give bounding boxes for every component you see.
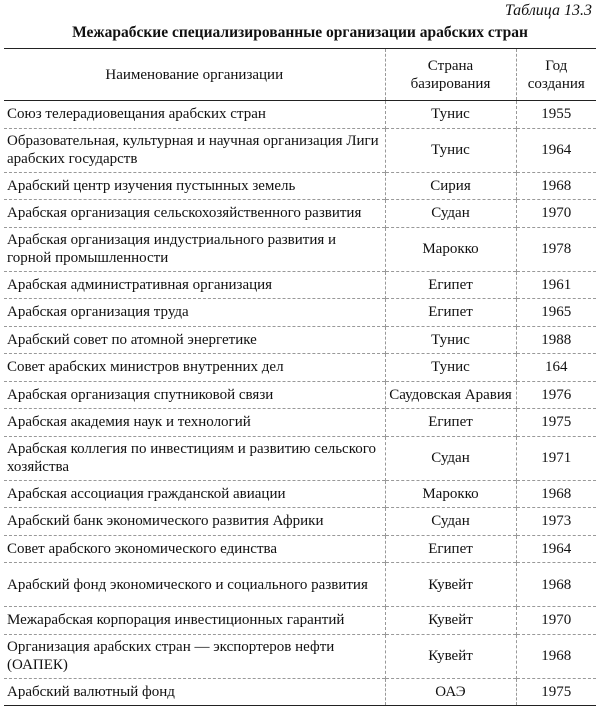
organization-name-cell: Арабская академия наук и технологий: [4, 409, 385, 437]
country-cell: Саудовская Аравия: [385, 381, 516, 409]
organization-name-cell: Арабская административная организация: [4, 271, 385, 299]
table-row: [4, 101, 596, 129]
organization-name-cell: Образовательная, культурная и научная организация Лиги арабских государств: [4, 128, 385, 172]
organization-name-cell: Арабский совет по атомной энергетике: [4, 326, 385, 354]
country-cell: Египет: [385, 299, 516, 327]
table-row: [4, 381, 596, 409]
organization-name-cell: Союз телерадиовещания арабских стран: [4, 101, 385, 129]
year-cell: 1970: [516, 607, 596, 635]
column-header-country: Страна базирования: [385, 49, 516, 101]
year-cell: 1971: [516, 436, 596, 480]
year-cell: 1968: [516, 563, 596, 607]
table-row: [4, 227, 596, 271]
organization-name-cell: Арабская организация сельскохозяйственного развития: [4, 200, 385, 228]
table-row: [4, 678, 596, 706]
country-cell: ОАЭ: [385, 678, 516, 706]
country-cell: Марокко: [385, 227, 516, 271]
organization-name-cell: Арабская организация спутниковой связи: [4, 381, 385, 409]
organization-name-cell: Арабский банк экономического развития Африки: [4, 508, 385, 536]
year-cell: 1968: [516, 172, 596, 200]
table-row: [4, 535, 596, 563]
year-cell: 1988: [516, 326, 596, 354]
year-cell: 1975: [516, 409, 596, 437]
year-cell: 1973: [516, 508, 596, 536]
country-cell: Кувейт: [385, 634, 516, 678]
organization-name-cell: Организация арабских стран — экспортеров нефти (ОАПЕК): [4, 634, 385, 678]
country-cell: Кувейт: [385, 607, 516, 635]
table-row: [4, 172, 596, 200]
country-cell: Судан: [385, 436, 516, 480]
country-cell: Тунис: [385, 354, 516, 382]
year-cell: 1978: [516, 227, 596, 271]
year-cell: 1970: [516, 200, 596, 228]
organization-name-cell: Арабская коллегия по инвестициям и развитию сельского хозяйства: [4, 436, 385, 480]
table-row: [4, 271, 596, 299]
table-header-row: [4, 49, 596, 101]
organization-name-cell: Совет арабского экономического единства: [4, 535, 385, 563]
table-row: [4, 563, 596, 607]
country-cell: Тунис: [385, 101, 516, 129]
organization-name-cell: Арабский центр изучения пустынных земель: [4, 172, 385, 200]
table-row: [4, 326, 596, 354]
country-cell: Судан: [385, 200, 516, 228]
country-cell: Судан: [385, 508, 516, 536]
year-cell: 1961: [516, 271, 596, 299]
country-cell: Кувейт: [385, 563, 516, 607]
country-cell: Египет: [385, 409, 516, 437]
organization-name-cell: Совет арабских министров внутренних дел: [4, 354, 385, 382]
organization-name-cell: Арабский валютный фонд: [4, 678, 385, 706]
country-cell: Тунис: [385, 326, 516, 354]
table-row: [4, 409, 596, 437]
table-row: [4, 128, 596, 172]
table-row: [4, 480, 596, 508]
year-cell: 1968: [516, 634, 596, 678]
table-number: Таблица 13.3: [504, 2, 592, 19]
country-cell: Египет: [385, 271, 516, 299]
country-cell: Марокко: [385, 480, 516, 508]
table-row: [4, 634, 596, 678]
table-row: [4, 436, 596, 480]
table-row: [4, 200, 596, 228]
column-header-name: Наименование организации: [4, 49, 385, 101]
column-header-year: Год создания: [516, 49, 596, 101]
organization-name-cell: Межарабская корпорация инвестиционных гарантий: [4, 607, 385, 635]
table-row: [4, 354, 596, 382]
organization-name-cell: Арабская организация труда: [4, 299, 385, 327]
year-cell: 1964: [516, 128, 596, 172]
table-title: Межарабские специализированные организации арабских стран: [72, 24, 528, 41]
organization-name-cell: Арабский фонд экономического и социального развития: [4, 563, 385, 607]
country-cell: Египет: [385, 535, 516, 563]
table-row: [4, 508, 596, 536]
organization-name-cell: Арабская организация индустриального развития и горной промышленности: [4, 227, 385, 271]
organization-name-cell: Арабская ассоциация гражданской авиации: [4, 480, 385, 508]
table-row: [4, 299, 596, 327]
year-cell: 1968: [516, 480, 596, 508]
year-cell: 164: [516, 354, 596, 382]
year-cell: 1975: [516, 678, 596, 706]
year-cell: 1955: [516, 101, 596, 129]
year-cell: 1976: [516, 381, 596, 409]
country-cell: Тунис: [385, 128, 516, 172]
year-cell: 1964: [516, 535, 596, 563]
table-row: [4, 607, 596, 635]
year-cell: 1965: [516, 299, 596, 327]
country-cell: Сирия: [385, 172, 516, 200]
organizations-table: [4, 48, 596, 706]
